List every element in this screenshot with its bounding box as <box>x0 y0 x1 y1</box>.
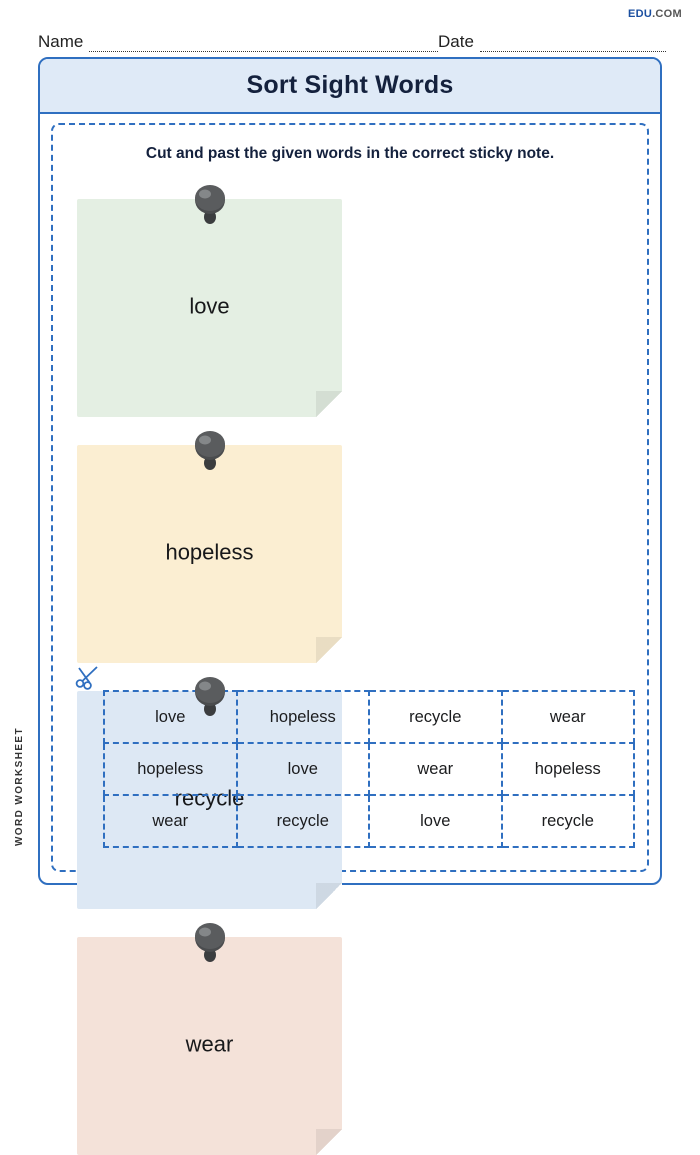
word-cell[interactable]: wear <box>369 743 502 795</box>
word-cell[interactable]: recycle <box>369 691 502 743</box>
sticky-note-word: wear <box>185 1031 234 1057</box>
name-label: Name <box>38 32 84 51</box>
instruction-text: Cut and past the given words in the correct sticky note. <box>145 145 555 162</box>
sticky-note-surface <box>77 445 342 663</box>
word-bank-body <box>104 691 634 847</box>
word-cell[interactable]: recycle <box>502 795 635 847</box>
side-label: WORD WORKSHEET <box>14 726 25 846</box>
word-cell[interactable]: hopeless <box>104 743 237 795</box>
sticky-note-item[interactable] <box>77 199 342 417</box>
sticky-note-word: recycle <box>174 785 245 811</box>
name-input-line[interactable] <box>89 37 438 52</box>
word-cell[interactable]: wear <box>502 691 635 743</box>
date-label: Date <box>438 32 474 51</box>
scissors-icon <box>75 664 101 690</box>
sticky-note-word: hopeless <box>165 539 254 565</box>
word-cell[interactable]: recycle <box>237 795 370 847</box>
page-title: Sort Sight Words <box>246 71 454 99</box>
table-row <box>104 691 634 743</box>
word-cell[interactable]: wear <box>104 795 237 847</box>
sticky-note-surface <box>77 199 342 417</box>
word-bank-table <box>103 690 635 848</box>
table-row <box>104 795 634 847</box>
word-cell[interactable]: hopeless <box>237 691 370 743</box>
title-bar <box>40 59 660 114</box>
pushpin-icon <box>190 921 230 967</box>
word-cell[interactable]: love <box>237 743 370 795</box>
brand-logo <box>628 8 682 20</box>
pushpin-icon <box>190 429 230 475</box>
date-field-group <box>438 32 666 52</box>
word-bank <box>103 690 629 848</box>
sticky-note-item[interactable] <box>77 445 342 663</box>
sticky-note-grid <box>77 199 629 1155</box>
word-cell[interactable]: hopeless <box>502 743 635 795</box>
word-cell[interactable]: love <box>369 795 502 847</box>
name-date-row <box>38 26 666 52</box>
table-row <box>104 743 634 795</box>
brand-edu: EDU <box>627 8 653 20</box>
pushpin-icon <box>190 675 230 721</box>
worksheet-frame <box>38 57 662 1057</box>
pushpin-icon <box>190 183 230 229</box>
date-input-line[interactable] <box>480 37 666 52</box>
sticky-note-surface <box>77 937 342 1155</box>
sticky-note-word: love <box>189 293 230 319</box>
name-field-group <box>38 32 438 52</box>
word-cell[interactable]: love <box>104 691 237 743</box>
sticky-note-item[interactable] <box>77 937 342 1155</box>
worksheet-body <box>51 123 649 1057</box>
brand-dotcom: .COM <box>652 8 682 20</box>
